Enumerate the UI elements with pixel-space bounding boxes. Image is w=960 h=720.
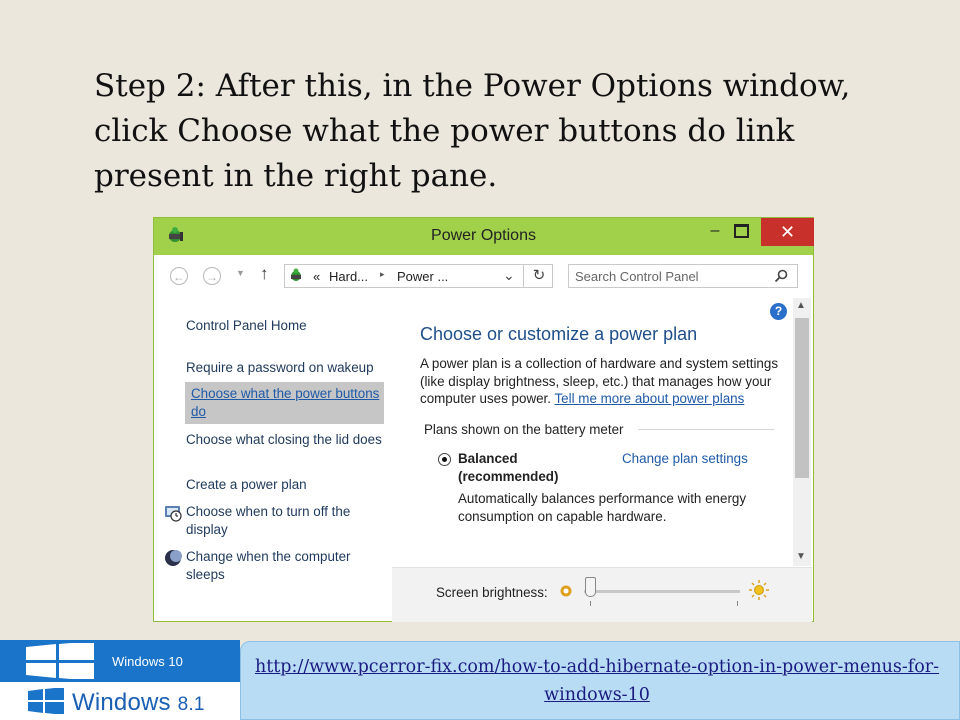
bright-brightness-icon — [748, 579, 770, 601]
windows-10-label: Windows 10 — [112, 654, 183, 669]
change-plan-settings-link[interactable]: Change plan settings — [622, 451, 748, 466]
link-choose-what-closing-lid-does[interactable]: Choose what closing the lid does — [186, 432, 382, 447]
close-button[interactable]: ✕ — [761, 218, 814, 246]
recent-locations-button[interactable]: ▼ — [236, 268, 245, 278]
refresh-button[interactable]: ↻ — [523, 265, 554, 287]
windows-10-logo-icon — [26, 643, 94, 679]
back-button[interactable]: ← — [170, 267, 188, 285]
scrollbar-thumb[interactable] — [795, 318, 809, 478]
power-options-window — [153, 217, 814, 622]
link-control-panel-home[interactable]: Control Panel Home — [186, 318, 307, 333]
address-dropdown-button[interactable]: ⌄ — [503, 267, 515, 283]
source-link-panel — [240, 641, 960, 720]
brightness-label: Screen brightness: — [436, 585, 548, 600]
plan-name[interactable]: Balanced (recommended) — [458, 451, 559, 484]
scroll-down-button[interactable]: ▼ — [796, 551, 806, 562]
brightness-slider-track[interactable] — [584, 590, 740, 593]
search-input[interactable] — [575, 268, 765, 284]
search-icon[interactable] — [773, 268, 789, 284]
page-description — [420, 355, 790, 408]
breadcrumb[interactable] — [284, 264, 553, 288]
left-pane — [154, 295, 389, 621]
windows-10-banner — [0, 640, 240, 682]
brightness-slider-thumb[interactable] — [585, 577, 596, 597]
step-label: Step 2: — [94, 68, 206, 104]
slider-tick — [737, 601, 738, 606]
breadcrumb-item-power[interactable]: Power ... — [397, 269, 449, 284]
right-pane — [392, 295, 792, 567]
windows-81-label — [72, 689, 205, 717]
brightness-bar — [392, 567, 812, 622]
plan-description: Automatically balances performance with energy consumption on capable hardware. — [458, 491, 747, 524]
minimize-button[interactable]: – — [710, 222, 720, 239]
windows-81-brand: Windows — [72, 689, 171, 716]
section-divider — [638, 429, 774, 430]
tell-me-more-link[interactable]: Tell me more about power plans — [554, 391, 745, 406]
link-create-power-plan[interactable]: Create a power plan — [186, 477, 307, 492]
scroll-up-button[interactable]: ▲ — [796, 300, 806, 311]
search-box[interactable] — [568, 264, 798, 288]
windows-81-version: 8.1 — [177, 694, 205, 715]
description-text: A power plan is a collection of hardware and system settings (like display brightness, sleep, etc.) that manages how your computer uses power. — [420, 356, 779, 406]
help-icon[interactable]: ? — [770, 303, 787, 320]
up-button[interactable]: ↑ — [260, 264, 269, 283]
title-bar — [154, 218, 813, 255]
breadcrumb-item-hardware[interactable]: Hard... — [329, 269, 369, 284]
display-clock-icon — [163, 503, 183, 523]
link-choose-when-turn-off-display[interactable]: Choose when to turn off the display — [186, 504, 351, 537]
control-panel-icon — [289, 268, 305, 284]
balanced-plan-radio[interactable] — [438, 453, 451, 466]
vertical-scrollbar[interactable] — [793, 298, 811, 566]
maximize-button[interactable] — [734, 224, 749, 238]
plans-section-label: Plans shown on the battery meter — [424, 422, 624, 437]
forward-button[interactable]: → — [203, 267, 221, 285]
page-heading: Choose or customize a power plan — [420, 324, 698, 344]
breadcrumb-overflow-chevron[interactable]: « — [313, 269, 321, 284]
moon-icon — [163, 548, 183, 568]
link-change-when-computer-sleeps[interactable]: Change when the computer sleeps — [186, 549, 351, 582]
slider-tick — [590, 601, 591, 606]
windows-logo-banner — [0, 640, 240, 720]
windows-81-logo-icon — [28, 688, 64, 714]
step-text: After this, in the Power Options window, click Choose what the power buttons do link present in the right pane. — [94, 68, 851, 194]
breadcrumb-separator[interactable]: ▸ — [380, 269, 385, 279]
link-choose-what-power-buttons-do[interactable]: Choose what the power buttons do — [185, 382, 384, 424]
address-row — [154, 255, 813, 295]
dim-brightness-icon — [559, 584, 573, 598]
windows-81-banner — [0, 682, 240, 720]
window-title: Power Options — [431, 227, 536, 244]
link-require-password-on-wakeup[interactable]: Require a password on wakeup — [186, 360, 374, 375]
source-url-link[interactable]: http://www.pcerror-fix.com/how-to-add-hibernate-option-in-power-menus-for-windows-10 — [254, 657, 940, 705]
step-instruction — [94, 64, 894, 199]
